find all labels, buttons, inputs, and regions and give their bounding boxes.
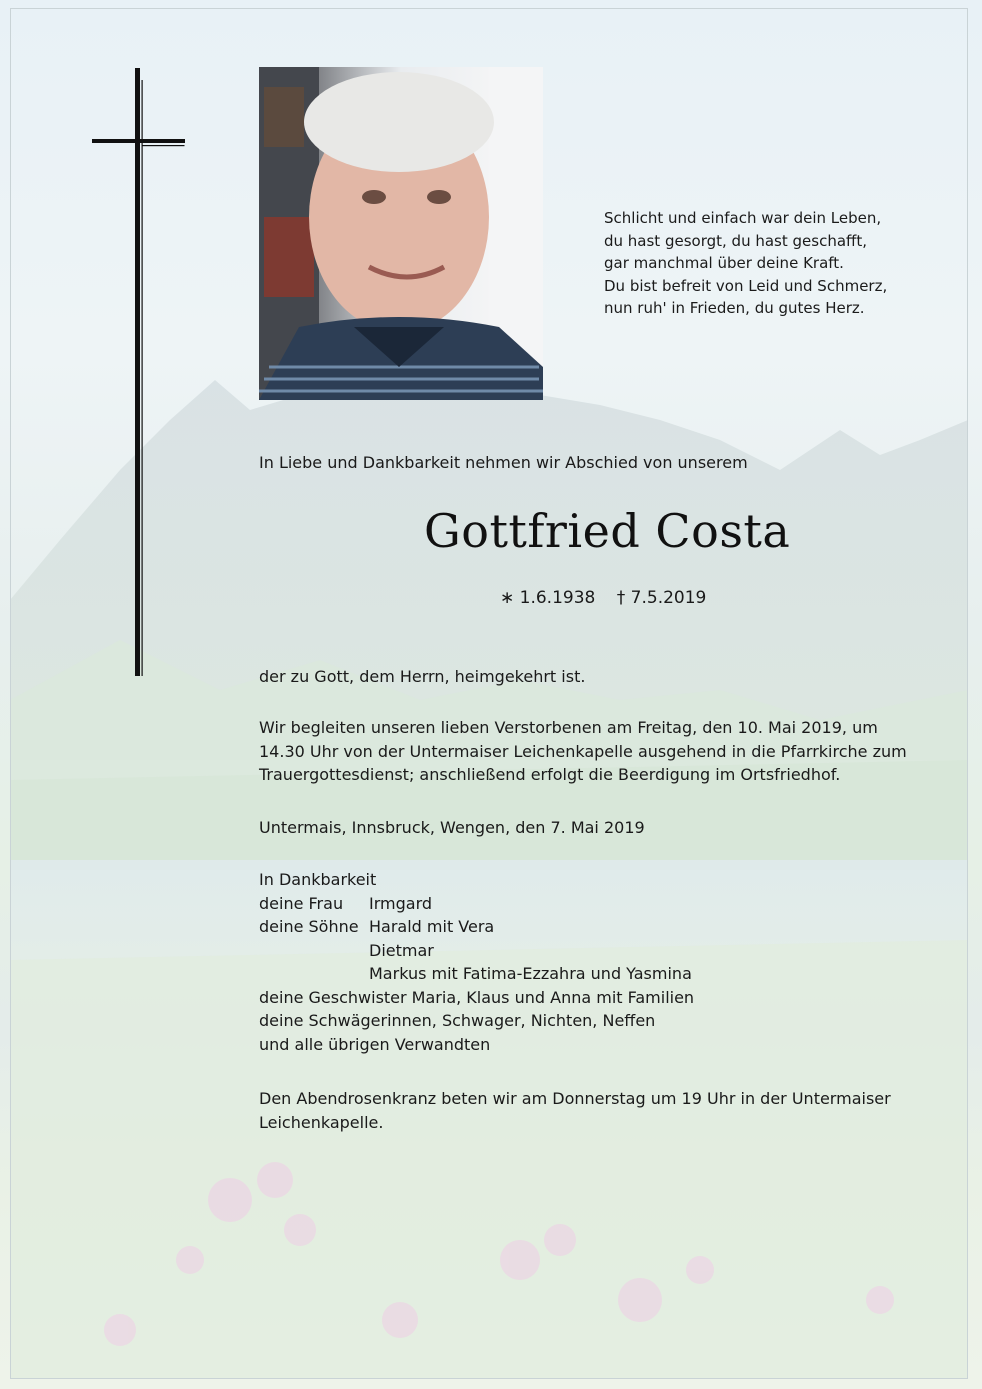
- family-wife-name: Irmgard: [369, 893, 433, 913]
- birth-date: ∗ 1.6.1938: [500, 588, 596, 608]
- family-sons-row: [259, 915, 939, 939]
- family-others-line: und alle übrigen Verwandten: [259, 1034, 491, 1054]
- family-others-line: deine Geschwister Maria, Klaus und Anna mit Familien: [259, 987, 695, 1007]
- family-heading: In Dankbarkeit: [259, 870, 377, 889]
- family-son: Markus mit Fatima-Ezzahra und Yasmina: [369, 964, 692, 983]
- poem-line: Du bist befreit von Leid und Schmerz,: [604, 276, 888, 295]
- deceased-name: Gottfried Costa: [424, 504, 791, 558]
- poem-line: Schlicht und einfach war dein Leben,: [604, 209, 882, 227]
- place-date-line: Untermais, Innsbruck, Wengen, den 7. Mai 2019: [259, 818, 645, 837]
- poem-line: du hast gesorgt, du hast geschafft,: [604, 231, 867, 250]
- family-sons-row: [259, 939, 939, 963]
- family-son: Harald mit Vera: [369, 917, 495, 936]
- intro-line: In Liebe und Dankbarkeit nehmen wir Abschied von unserem: [259, 453, 748, 472]
- family-sons-label: deine Söhne: [259, 917, 359, 936]
- funeral-line: Trauergottesdienst; anschließend erfolgt die Beerdigung im Ortsfriedhof.: [259, 765, 841, 784]
- death-date: † 7.5.2019: [616, 588, 707, 608]
- family-wife-row: [259, 892, 939, 916]
- rosary-line: Den Abendrosenkranz beten wir am Donnerstag um 19 Uhr in der Untermaiser: [259, 1089, 891, 1108]
- family-sons-row: [259, 962, 939, 986]
- family-wife-label: deine Frau: [259, 893, 344, 913]
- funeral-text: [259, 716, 939, 787]
- intro-text: [259, 451, 939, 475]
- family-list: [259, 868, 939, 1056]
- rosary-line: Leichenkapelle.: [259, 1112, 384, 1132]
- portrait-photo: [259, 67, 543, 400]
- cross-icon: [90, 68, 190, 678]
- family-others-line: deine Schwägerinnen, Schwager, Nichten, Neffen: [259, 1011, 656, 1030]
- poem: [604, 207, 924, 320]
- returned-line: der zu Gott, dem Herrn, heimgekehrt ist.: [259, 667, 586, 686]
- returned-text: [259, 665, 939, 689]
- family-son: Dietmar: [369, 940, 434, 960]
- place-date-text: [259, 816, 939, 840]
- funeral-line: 14.30 Uhr von der Untermaiser Leichenkapelle ausgehend in die Pfarrkirche zum: [259, 741, 907, 761]
- poem-line: nun ruh' in Frieden, du gutes Herz.: [604, 299, 865, 317]
- funeral-line: Wir begleiten unseren lieben Verstorbenen am Freitag, den 10. Mai 2019, um: [259, 718, 878, 737]
- poem-line: gar manchmal über deine Kraft.: [604, 254, 844, 272]
- rosary-text: [259, 1087, 939, 1134]
- life-dates: [500, 588, 722, 608]
